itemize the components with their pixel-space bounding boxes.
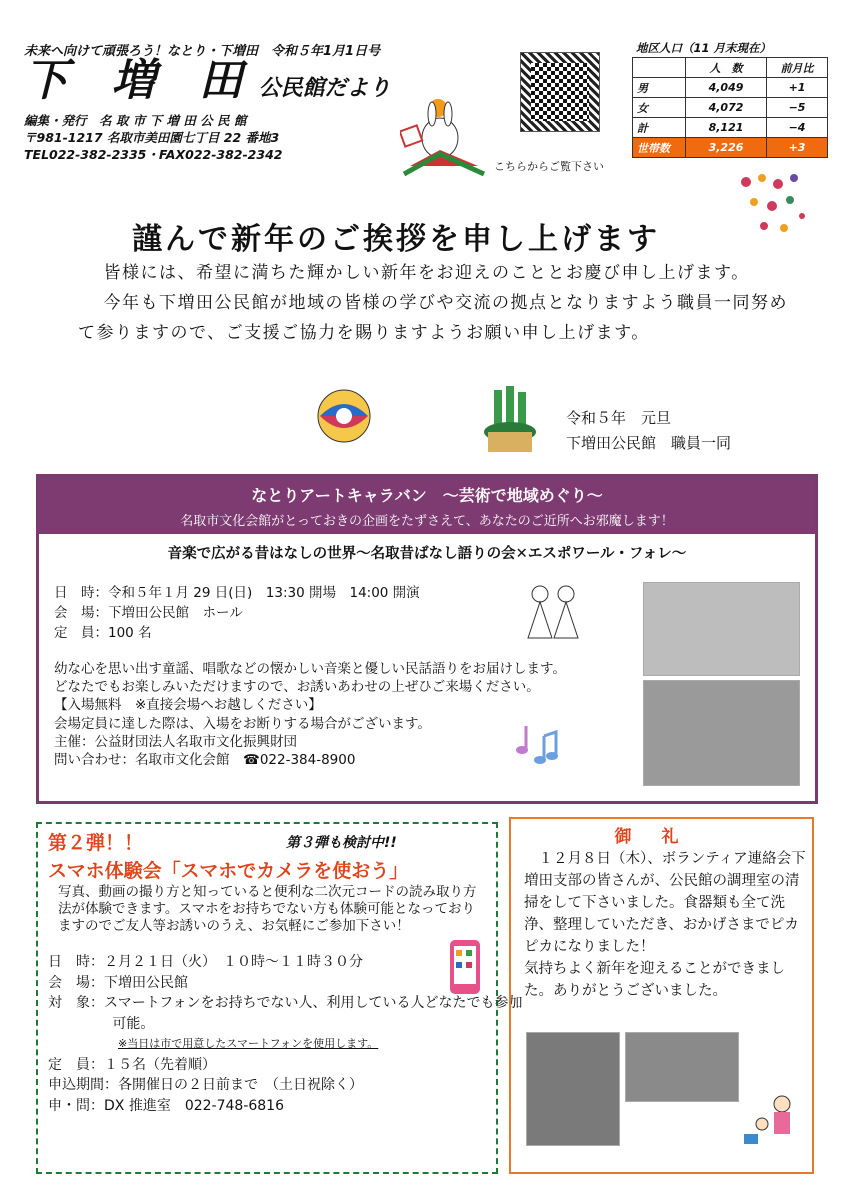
storyteller-group-photo [643,582,800,676]
greeting-title: 謹んで新年のご挨拶を申し上げます [132,222,660,257]
smartphone-session-title: スマホ体験会「スマホでカメラを使おう」 [48,860,409,882]
art-event-capacity: 定 員：100 名 [54,625,152,641]
art-event-date: 日 時：令和５年１月 29 日(日) 13:30 開場 14:00 開演 [54,585,420,601]
header-info [24,112,282,163]
address-line: 〒981-1217 名取市美田園七丁目 22 番地3 [24,130,280,145]
pop-cell: 3,226 [686,138,767,158]
art-caravan-subtitle: 名取市文化会館がとっておきの企画をたずさえて、あなたのご近所へお邪魔します！ [180,514,674,529]
qr-code[interactable] [520,52,600,132]
pop-cell: −4 [767,118,828,138]
stove-photo [625,1032,739,1102]
pop-header: 前月比 [767,58,828,78]
greeting-signer: 下増田公民館 職員一同 [566,434,732,452]
smartphone-session-details [48,952,532,1116]
header-tagline: 未来へ向けて頑張ろう！なとり・下増田 令和５年1月1日号 [24,44,381,59]
art-event-description [54,660,566,769]
art-body-line: 問い合わせ：名取市文化会館 ☎022-384-8900 [54,752,356,769]
pop-cell: 女 [633,98,686,118]
greeting-body [78,258,798,348]
greeting-paragraph: 皆様には、希望に満ちた輝かしい新年をお迎えのこととお慶び申し上げます。 [103,263,750,283]
thanks-paragraph: １２月８日（木）、ボランティア連絡会下増田支部の皆さんが、公民館の調理室の清掃をして下さいました。食器類も全て洗浄、整理していただき、おかげさまでピカピカになりました！ [524,851,806,955]
art-caravan-header [39,477,815,534]
pop-cell: +1 [767,78,828,98]
pop-cell: −5 [767,98,828,118]
art-event-venue: 会 場：下増田公民館 ホール [54,605,243,621]
sm-target: 対 象：スマートフォンをお持ちでない人、利用している人どなたでも参加可能。 [48,995,523,1032]
smartphone-session-description: 写真、動画の撮り方と知っていると便利な二次元コードの読み取り方法が体験できます。スマホをお持ちでない方も体験可能となっておりますのでご友人等お誘いのうえ、お気軽にご参加下さい！ [58,884,477,934]
pop-header [633,58,686,78]
pop-cell: 計 [633,118,686,138]
thanks-body [524,848,806,1002]
pop-header: 人 数 [686,58,767,78]
pop-cell: 4,049 [686,78,767,98]
thanks-title: 御礼 [614,827,709,847]
title-sub: 公民館だより [258,76,391,101]
sm-date: 日 時：２月２１日（火） １０時～１１時３０分 [48,954,363,970]
pop-cell: 男 [633,78,686,98]
art-body-line: 会場定員に達した際は、入場をお断りする場合がございます。 [54,715,431,732]
art-body-line: 幼な心を思い出す童謡、唱歌などの懐かしい音楽と優しい民話語りをお届けします。 [54,661,566,677]
pop-cell: 8,121 [686,118,767,138]
hanging-flowers-illustration [736,170,810,240]
art-caravan-title: なとりアートキャラバン ～芸術で地域めぐり～ [251,486,603,505]
cleaning-kids-illustration [738,1090,804,1150]
music-notes-icon [512,716,560,768]
sm-contact: 申・問：DX 推進室 022-748-6816 [48,1097,284,1114]
population-table [632,57,828,158]
smartphone-session-next-note: 第３弾も検討中!! [286,835,397,851]
dish-shelf-photo [526,1032,620,1146]
sm-note: ※当日は市で用意したスマートフォンを使用します。 [118,1037,379,1050]
smartphone-session-headline: 第２弾！！ [48,832,144,854]
thanks-paragraph: 気持ちよく新年を迎えることができました。ありがとうございました。 [524,961,785,999]
greeting-paragraph: 今年も下増田公民館が地域の皆様の学びや交流の拠点となりますよう職員一同努めて参りますので、ご支援ご協力を賜りますようお願い申し上げます。 [78,293,788,343]
pop-cell: 4,072 [686,98,767,118]
art-event-details [54,583,420,643]
greeting-date: 令和５年 元旦 [566,409,672,427]
sm-capacity: 定 員：１５名（先着順） [48,1056,216,1073]
rabbit-kadomatsu-illustration [400,92,488,176]
pop-cell: +3 [767,138,828,158]
art-body-line: 【入場無料 ※直接会場へお越しください】 [54,697,322,714]
tel-line: TEL022-382-2335・FAX022-382-2342 [24,147,283,162]
kadomatsu-illustration [478,384,542,454]
sm-venue: 会 場：下増田公民館 [48,974,188,991]
newsletter-title [24,56,391,106]
storyteller-illustration [520,582,586,640]
population-title: 地区人口（11 月末現在） [636,41,772,55]
pop-cell: 世帯数 [633,138,686,158]
sm-period: 申込期間：各開催日の２日前まで （土日祝除く） [48,1077,363,1093]
greeting-signature [566,406,731,456]
editor-line: 編集・発行 名 取 市 下 増 田 公 民 館 [24,113,247,128]
art-event-title: 音楽で広がる昔はなしの世界～名取昔ばなし語りの会✕エスポワール・フォレ～ [167,546,687,562]
art-body-line: どなたでもお楽しみいただけますので、お誘いあわせの上ぜひご来場ください。 [54,679,540,696]
ensemble-photo [643,680,800,786]
temari-ball-illustration [316,388,372,444]
qr-caption: こちらからご覧下さい [494,160,604,173]
title-main: 下 増 田 [24,55,257,106]
art-body-line: 主催：公益財団法人名取市文化振興財団 [54,733,297,750]
